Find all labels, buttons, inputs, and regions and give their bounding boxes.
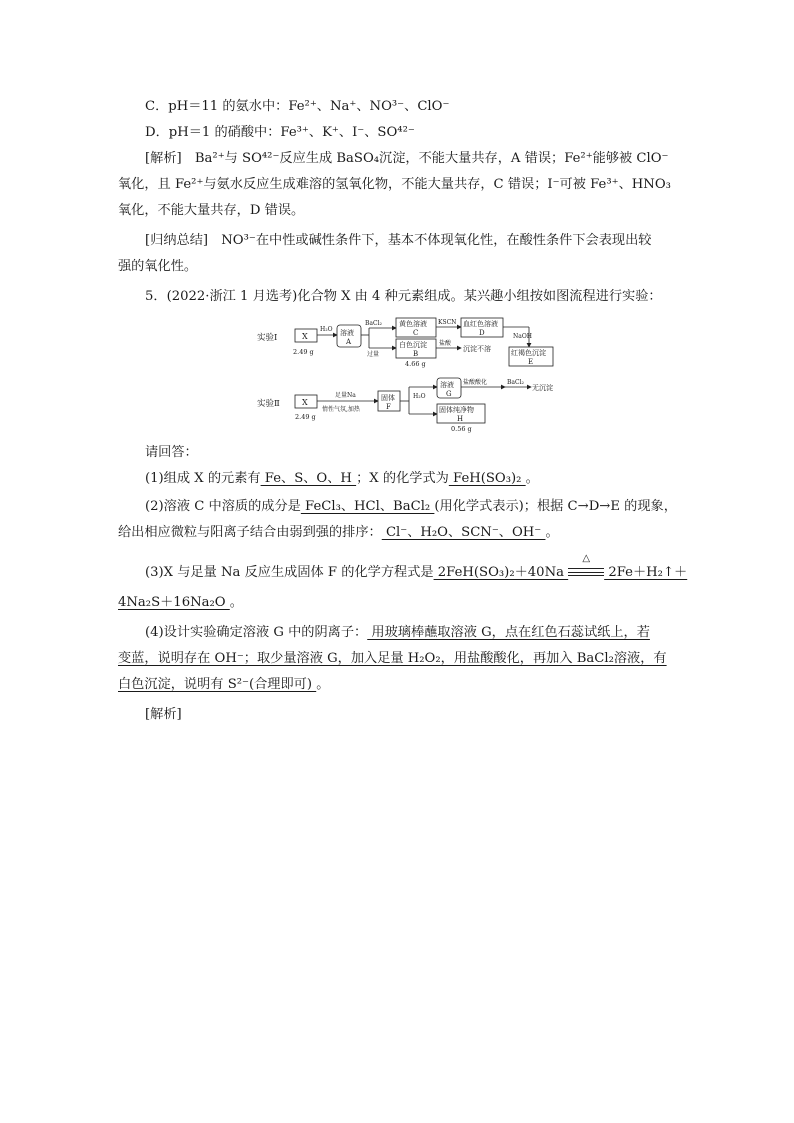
- answer-3-cont: 4Na₂S＋16Na₂O 。: [118, 595, 243, 610]
- final-analysis-label: [解析]: [145, 707, 182, 722]
- svg-text:固体纯净物: 固体纯净物: [439, 406, 474, 414]
- svg-text:E: E: [528, 358, 534, 366]
- svg-text:血红色溶液: 血红色溶液: [463, 320, 498, 328]
- option-c: C．pH＝11 的氨水中：Fe²⁺、Na⁺、NO³⁻、ClO⁻: [145, 99, 450, 114]
- answer-1-elements: Fe、S、O、H: [260, 471, 357, 486]
- summary-line-1: [归纳总结] NO³⁻在中性或碱性条件下，基本不体现氧化性，在酸性条件下会表现出较: [145, 233, 652, 248]
- svg-text:溶液: 溶液: [440, 381, 454, 389]
- answer-1-formula: FeH(SO₃)₂: [448, 471, 526, 486]
- answer-3: (3)X 与足量 Na 反应生成固体 F 的化学方程式是 2FeH(SO₃)₂＋40Na △ 2Fe＋H₂↑＋: [145, 562, 687, 582]
- answer-4-part-2: 变蓝，说明存在 OH⁻；取少量溶液 G，加入足量 H₂O₂，用盐酸酸化，再加入 BaCl₂溶液，有: [118, 651, 667, 666]
- answer-3-left: 2FeH(SO₃)₂＋40Na: [433, 565, 569, 580]
- exp2-label: 实验Ⅱ: [257, 399, 280, 409]
- answer-4-cont-1: [118, 650, 667, 668]
- svg-text:无沉淀: 无沉淀: [532, 384, 553, 392]
- answer-3-right: 2Fe＋H₂↑＋: [604, 565, 688, 580]
- svg-text:盐酸酸化: 盐酸酸化: [463, 379, 488, 386]
- exp1-label: 实验Ⅰ: [257, 333, 278, 343]
- analysis-line-2: 氧化，且 Fe²⁺与氨水反应生成难溶的氢氧化物，不能大量共存，C 错误；I⁻可被 Fe³⁺、HNO₃: [118, 177, 671, 192]
- excess-1: 过量: [367, 351, 380, 358]
- option-d: D．pH＝1 的硝酸中：Fe³⁺、K⁺、I⁻、SO⁴²⁻: [145, 125, 415, 140]
- svg-text:溶液: 溶液: [340, 329, 354, 337]
- answer-2-cont: 给出相应微粒与阳离子结合由弱到强的排序： Cl⁻、H₂O、SCN⁻、OH⁻ 。: [118, 525, 559, 540]
- svg-text:G: G: [446, 390, 452, 398]
- mass-x-1: 2.49 g: [293, 348, 314, 356]
- svg-text:沉淀不溶: 沉淀不溶: [463, 345, 491, 353]
- svg-text:KSCN: KSCN: [438, 319, 457, 326]
- svg-text:F: F: [386, 403, 391, 411]
- svg-text:H: H: [457, 415, 464, 423]
- svg-text:X: X: [302, 398, 308, 407]
- answer-4: (4)设计实验确定溶液 G 中的阴离子： 用玻璃棒蘸取溶液 G，点在红色石蕊试纸上，若: [145, 625, 650, 640]
- answer-3-right-cont: 4Na₂S＋16Na₂O: [118, 595, 230, 610]
- svg-text:足量Na: 足量Na: [335, 392, 356, 399]
- answer-2: (2)溶液 C 中溶质的成分是 FeCl₃、HCl、BaCl₂ (用化学式表示)；根据 C→D→E 的现象，: [145, 499, 677, 514]
- svg-text:白色沉淀: 白色沉淀: [399, 341, 427, 349]
- heat-condition: △: [582, 553, 591, 564]
- analysis-line-3: 氧化，不能大量共存，D 错误。: [118, 203, 305, 218]
- svg-text:B: B: [413, 350, 419, 358]
- summary-line-2: 强的氧化性。: [118, 259, 198, 274]
- answer-4-cont-2: 白色沉淀，说明有 S²⁻(合理即可) 。: [118, 677, 330, 692]
- svg-text:红褐色沉淀: 红褐色沉淀: [511, 349, 546, 357]
- svg-text:BaCl₂: BaCl₂: [507, 379, 524, 386]
- answer-4-part-1: 用玻璃棒蘸取溶液 G，点在红色石蕊试纸上，若: [367, 625, 650, 640]
- svg-text:固体: 固体: [381, 394, 395, 402]
- answer-2-solutes: FeCl₃、HCl、BaCl₂: [300, 499, 435, 514]
- flow-diagram: [255, 314, 565, 433]
- bacl2-1: BaCl₂: [365, 320, 382, 327]
- answers-prompt: 请回答：: [145, 445, 198, 460]
- svg-text:0.56 g: 0.56 g: [451, 425, 472, 433]
- answer-4-part-3: 白色沉淀，说明有 S²⁻(合理即可): [118, 677, 317, 692]
- svg-text:NaOH: NaOH: [513, 333, 532, 340]
- svg-text:惰性气氛,加热: 惰性气氛,加热: [322, 406, 360, 413]
- svg-text:H₂O: H₂O: [413, 393, 426, 400]
- analysis-line-1: [解析] Ba²⁺与 SO⁴²⁻反应生成 BaSO₄沉淀，不能大量共存，A 错误；Fe²⁺能够被 ClO⁻: [145, 151, 669, 166]
- svg-text:黄色溶液: 黄色溶液: [399, 320, 427, 328]
- box-x-1-label: X: [302, 332, 308, 341]
- question-5-stem: 5．(2022·浙江 1 月选考)化合物 X 由 4 种元素组成。某兴趣小组按如图流程进行实验：: [145, 289, 662, 304]
- answer-2-order: Cl⁻、H₂O、SCN⁻、OH⁻: [381, 525, 546, 540]
- heat-equals-sign: [568, 553, 604, 576]
- svg-text:4.66 g: 4.66 g: [405, 360, 426, 368]
- svg-text:A: A: [346, 338, 352, 346]
- svg-text:C: C: [413, 329, 419, 337]
- svg-text:D: D: [479, 329, 485, 337]
- svg-text:2.49 g: 2.49 g: [295, 413, 316, 421]
- answer-1: (1)组成 X 的元素有 Fe、S、O、H ；X 的化学式为 FeH(SO₃)₂ 。: [145, 471, 539, 486]
- h2o-1: H₂O: [320, 326, 333, 333]
- svg-text:盐酸: 盐酸: [439, 340, 452, 347]
